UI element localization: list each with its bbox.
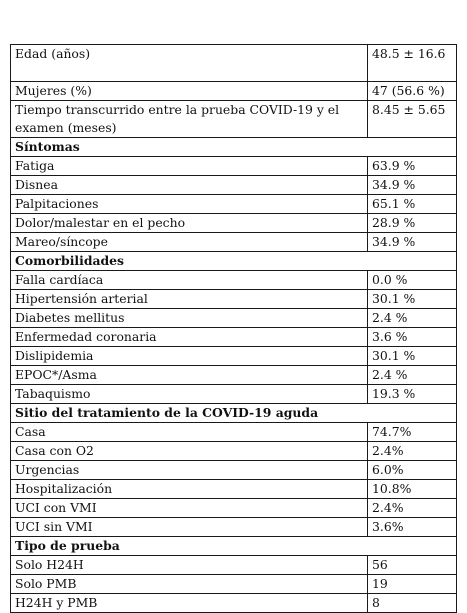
table-row	[11, 271, 457, 290]
row-label: Solo PMB	[11, 575, 368, 594]
row-label: Diabetes mellitus	[11, 309, 368, 328]
row-label: Edad (años)	[11, 45, 368, 82]
row-label: Enfermedad coronaria	[11, 328, 368, 347]
row-label: Hipertensión arterial	[11, 290, 368, 309]
table-row	[11, 423, 457, 442]
row-label: EPOC*/Asma	[11, 366, 368, 385]
table-body	[11, 45, 457, 613]
table-row	[11, 82, 457, 101]
row-value: 74.7%	[368, 423, 457, 442]
table-row	[11, 176, 457, 195]
table-row	[11, 385, 457, 404]
row-value: 48.5 ± 16.6	[368, 45, 457, 82]
row-value: 2.4 %	[368, 309, 457, 328]
row-value: 6.0%	[368, 461, 457, 480]
row-value: 10.8%	[368, 480, 457, 499]
row-value: 56	[368, 556, 457, 575]
section-title: Síntomas	[11, 138, 457, 157]
row-label: Mujeres (%)	[11, 82, 368, 101]
row-value: 8	[368, 594, 457, 613]
row-value: 34.9 %	[368, 233, 457, 252]
row-label: UCI sin VMI	[11, 518, 368, 537]
table-row	[11, 157, 457, 176]
section-title: Tipo de prueba	[11, 537, 457, 556]
row-value: 2.4%	[368, 499, 457, 518]
row-label: Fatiga	[11, 157, 368, 176]
row-label: Mareo/síncope	[11, 233, 368, 252]
table-row	[11, 556, 457, 575]
table-row	[11, 45, 457, 82]
row-value: 19.3 %	[368, 385, 457, 404]
row-value: 3.6 %	[368, 328, 457, 347]
row-label: Hospitalización	[11, 480, 368, 499]
row-label: H24H y PMB	[11, 594, 368, 613]
table-row	[11, 499, 457, 518]
row-value: 8.45 ± 5.65	[368, 101, 457, 138]
table-row	[11, 195, 457, 214]
row-label: UCI con VMI	[11, 499, 368, 518]
row-value: 30.1 %	[368, 290, 457, 309]
table-row	[11, 442, 457, 461]
table-row	[11, 290, 457, 309]
row-value: 47 (56.6 %)	[368, 82, 457, 101]
row-label: Dislipidemia	[11, 347, 368, 366]
row-value: 3.6%	[368, 518, 457, 537]
table-row	[11, 594, 457, 613]
section-title: Sitio del tratamiento de la COVID-19 aguda	[11, 404, 457, 423]
section-header-row	[11, 138, 457, 157]
row-label: Casa con O2	[11, 442, 368, 461]
section-title: Comorbilidades	[11, 252, 457, 271]
row-value: 65.1 %	[368, 195, 457, 214]
row-value: 2.4%	[368, 442, 457, 461]
document-page	[10, 44, 456, 613]
row-label: Tabaquismo	[11, 385, 368, 404]
table-row	[11, 309, 457, 328]
table-row	[11, 328, 457, 347]
row-value: 30.1 %	[368, 347, 457, 366]
row-label: Tiempo transcurrido entre la prueba COVID-19 y el examen (meses)	[11, 101, 368, 138]
characteristics-table	[10, 44, 457, 613]
table-row	[11, 214, 457, 233]
row-label: Urgencias	[11, 461, 368, 480]
row-value: 2.4 %	[368, 366, 457, 385]
row-label: Palpitaciones	[11, 195, 368, 214]
row-label: Casa	[11, 423, 368, 442]
table-row	[11, 233, 457, 252]
table-row	[11, 366, 457, 385]
row-value: 19	[368, 575, 457, 594]
row-label: Falla cardíaca	[11, 271, 368, 290]
row-value: 0.0 %	[368, 271, 457, 290]
table-row	[11, 101, 457, 138]
table-row	[11, 480, 457, 499]
table-row	[11, 575, 457, 594]
row-label: Disnea	[11, 176, 368, 195]
section-header-row	[11, 252, 457, 271]
row-value: 28.9 %	[368, 214, 457, 233]
row-value: 34.9 %	[368, 176, 457, 195]
row-value: 63.9 %	[368, 157, 457, 176]
table-row	[11, 461, 457, 480]
section-header-row	[11, 404, 457, 423]
table-row	[11, 518, 457, 537]
row-label: Dolor/malestar en el pecho	[11, 214, 368, 233]
row-label: Solo H24H	[11, 556, 368, 575]
table-row	[11, 347, 457, 366]
section-header-row	[11, 537, 457, 556]
